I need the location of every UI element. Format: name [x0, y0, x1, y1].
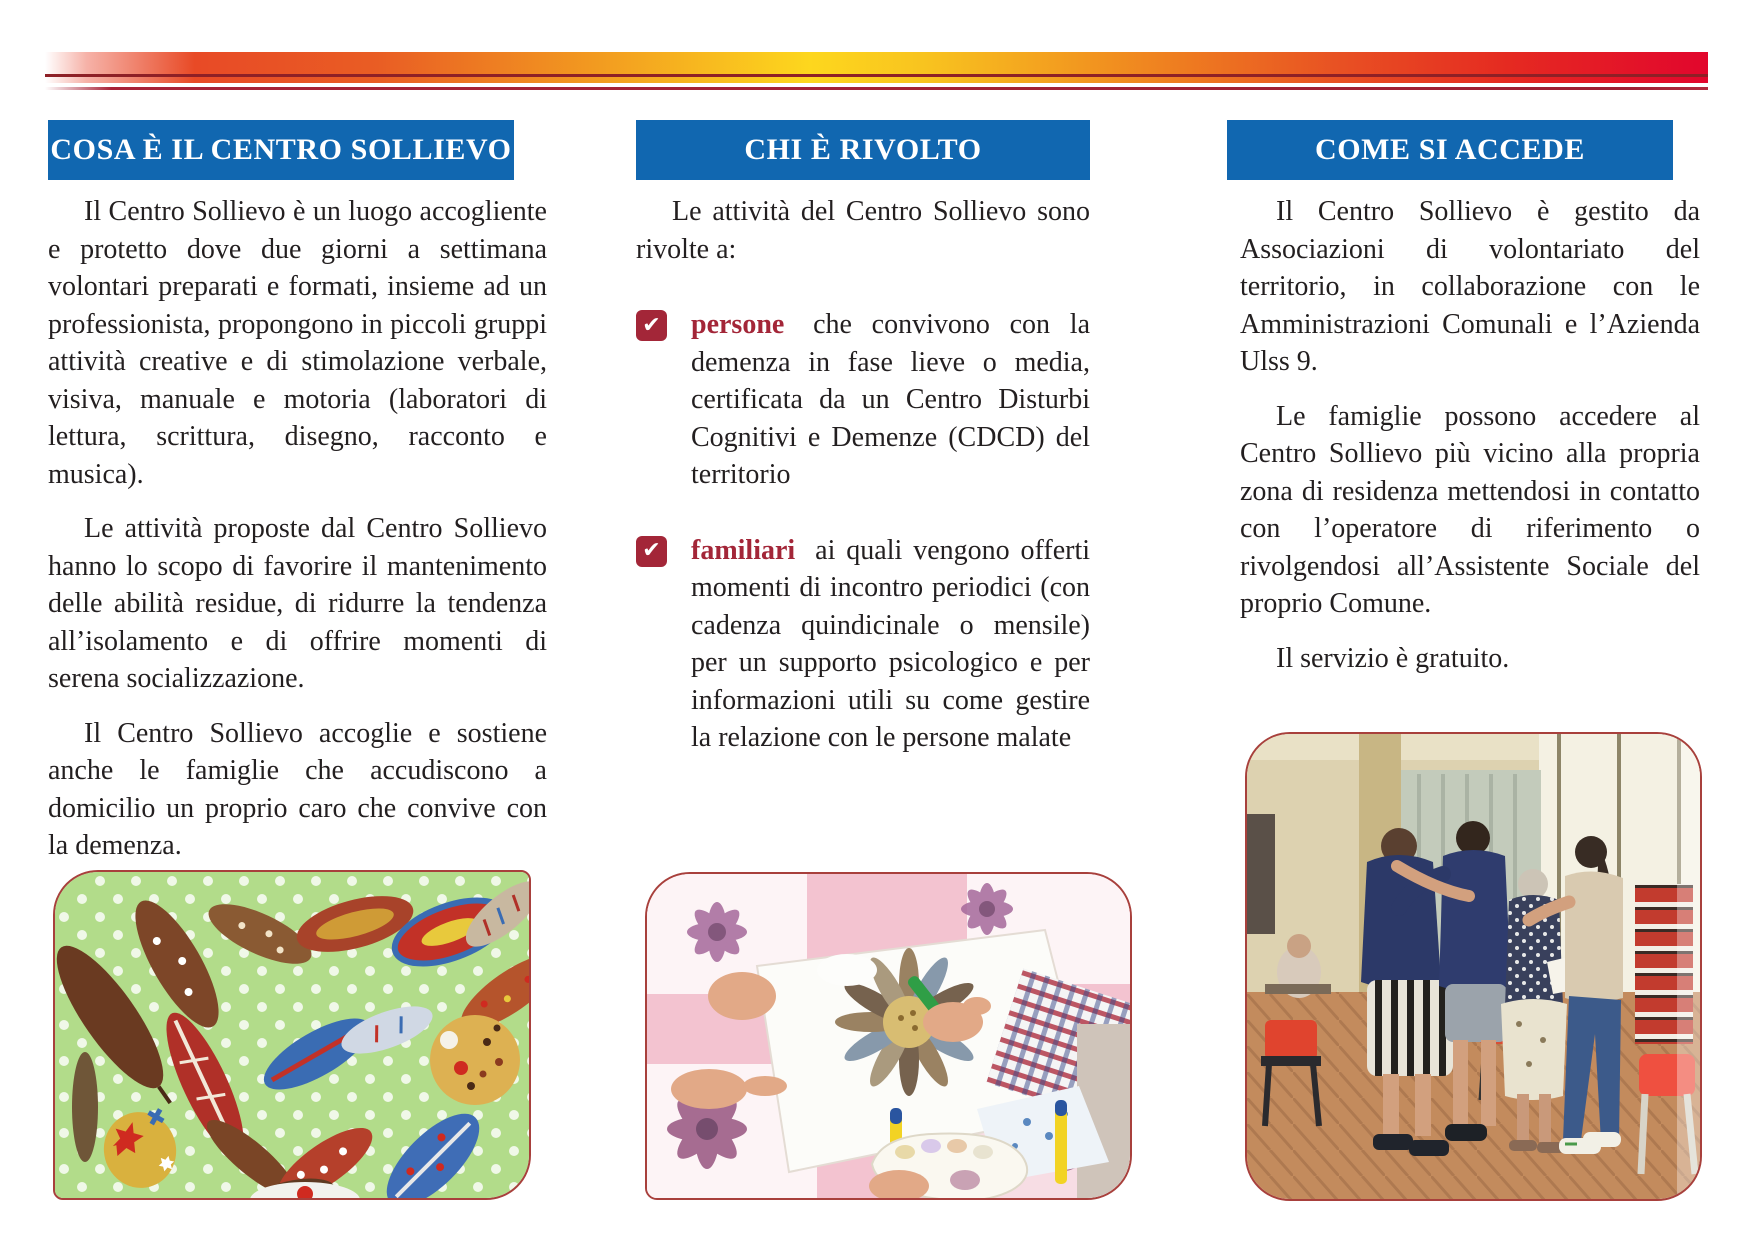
paragraph: Il Centro Sollievo accoglie e sostiene anche le famiglie che accudiscono a domicilio un proprio caro che convive con la demenza. [48, 717, 547, 861]
section-header-label: COSA È IL CENTRO SOLLIEVO [50, 133, 512, 166]
painting-activity-illustration [647, 874, 1130, 1198]
bullet-text: che convivono con la demenza in fase lieve o media, certificata da un Centro Disturbi Cognitivi e Demenze (CDCD) del territorio [691, 309, 1091, 490]
photo-painting-activity [645, 872, 1132, 1200]
bullet-term: familiari [691, 534, 796, 566]
paragraph: Il Centro Sollievo è gestito da Associazioni di volontariato del territorio, in collaborazione con le Amministrazioni Comunali e l’Azienda Ulss 9. [1240, 196, 1700, 377]
column-cosa-e [48, 120, 547, 882]
section-header-label: COME SI ACCEDE [1314, 133, 1586, 166]
top-thin-rule [45, 87, 1708, 90]
painted-leaves-illustration [55, 872, 529, 1198]
paragraph: Le attività del Centro Sollievo sono rivolte a: [636, 196, 1090, 265]
check-icon: ✔ [636, 310, 667, 341]
section-header-chi-e-rivolto [636, 120, 1090, 180]
paragraph: Il servizio è gratuito. [1276, 642, 1510, 674]
column-chi-e-rivolto [636, 120, 1090, 757]
paragraph: Le famiglie possono accedere al Centro Sollievo più vicino alla propria zona di residenza mettendosi in contatto con l’operatore di riferimento o rivolgendosi all’Assistente Sociale del proprio Comune. [1240, 400, 1700, 619]
bullet-item-familiari [636, 532, 1090, 757]
bullet-term: persone [691, 309, 785, 340]
column-body [1240, 193, 1700, 677]
column-body [48, 193, 547, 865]
bullet-item-persone [636, 306, 1090, 494]
check-icon: ✔ [636, 536, 667, 567]
section-header-cosa-e [48, 120, 514, 180]
paragraph: Il Centro Sollievo è un luogo accogliente e protetto dove due giorni a settimana volontari preparati e formati, insieme ad un professionista, propongono in piccoli gruppi attività creative e di stimolazione verbale, visiva, manuale e motoria (laboratori di lettura, scrittura, disegno, racconto e musica). [48, 196, 547, 490]
dancing-couples-illustration [1247, 734, 1700, 1199]
section-header-come-si-accede [1227, 120, 1673, 180]
top-gradient-bar [45, 52, 1708, 83]
photo-dancing-couples [1245, 732, 1702, 1201]
bullet-text: ai quali vengono offerti momenti di incontro periodici (con cadenza quindicinale o mensile) per un supporto psicologico e per informazioni utili su come gestire la relazione con le persone malate [691, 534, 1091, 753]
gradient-overlay-line [45, 74, 1708, 77]
column-come-si-accede [1227, 120, 1700, 694]
photo-painted-leaves [53, 870, 531, 1200]
column-body [636, 193, 1090, 757]
section-header-label: CHI È RIVOLTO [744, 133, 982, 166]
paragraph: Le attività proposte dal Centro Sollievo hanno lo scopo di favorire il mantenimento delle abilità residue, di ridurre la tendenza all’isolamento e di offrire momenti di serena socializzazione. [48, 513, 547, 694]
